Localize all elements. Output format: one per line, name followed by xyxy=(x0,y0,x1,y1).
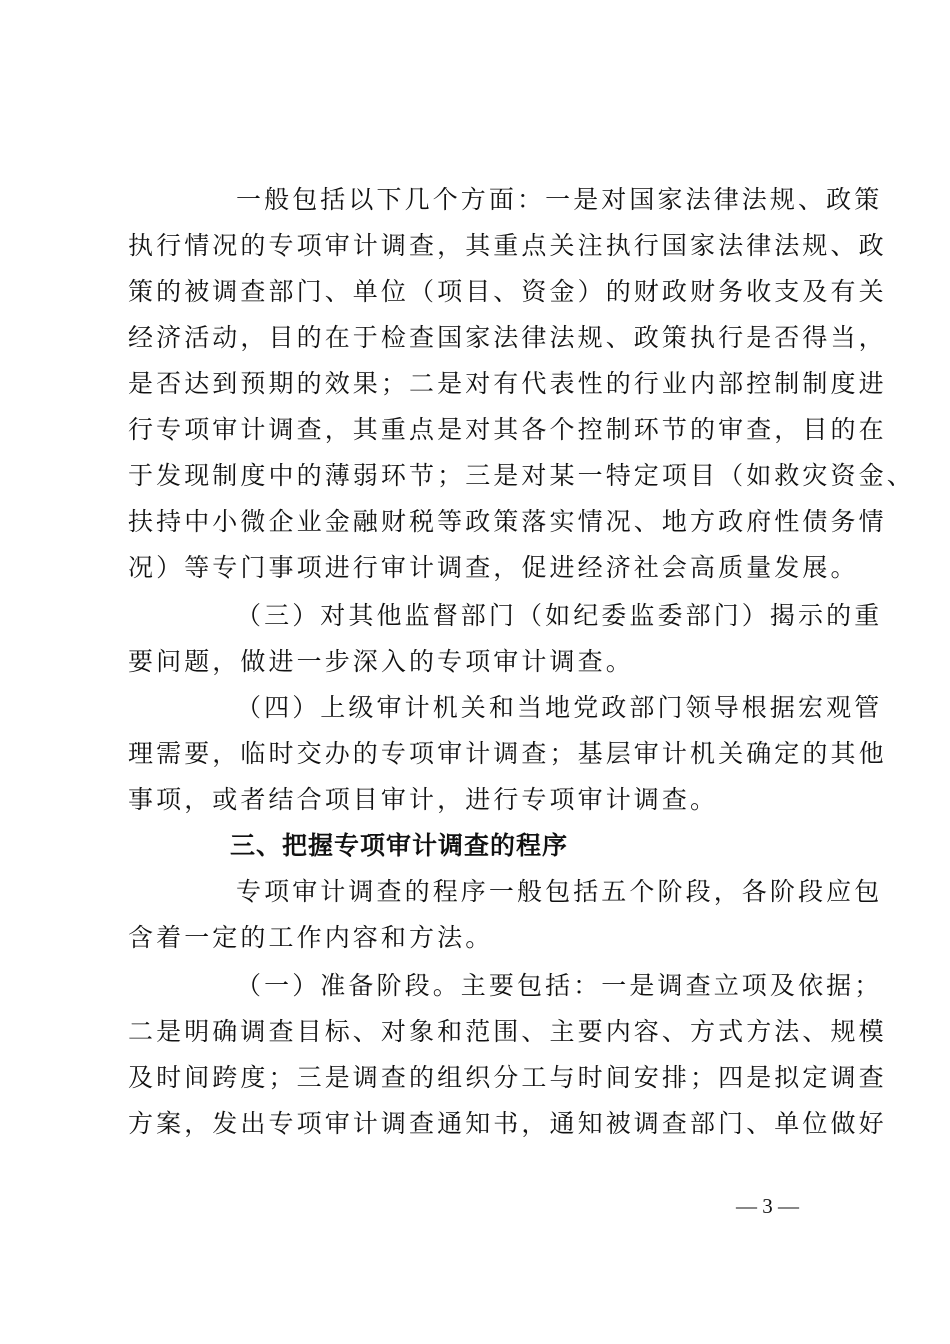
page-number: — 3 — xyxy=(736,1194,799,1218)
paragraph-line: 二是明确调查目标、对象和范围、主要内容、方式方法、规模 xyxy=(128,1017,887,1046)
paragraph-line: 事项，或者结合项目审计，进行专项审计调查。 xyxy=(128,785,719,814)
subsection-four-line: （四）上级审计机关和当地党政部门领导根据宏观管 xyxy=(236,693,883,722)
subsection-three-line: （三）对其他监督部门（如纪委监委部门）揭示的重 xyxy=(236,601,883,630)
section-heading: 三、把握专项审计调查的程序 xyxy=(230,831,569,860)
paragraph-line: 一般包括以下几个方面：一是对国家法律法规、政策 xyxy=(236,185,883,214)
paragraph-line: 方案，发出专项审计调查通知书，通知被调查部门、单位做好 xyxy=(128,1109,887,1138)
paragraph-line: 理需要，临时交办的专项审计调查；基层审计机关确定的其他 xyxy=(128,739,887,768)
paragraph-line: 是否达到预期的效果；二是对有代表性的行业内部控制制度进 xyxy=(128,369,887,398)
paragraph-line: 行专项审计调查，其重点是对其各个控制环节的审查，目的在 xyxy=(128,415,887,444)
paragraph-line: 含着一定的工作内容和方法。 xyxy=(128,923,494,952)
subsection-one-line: （一）准备阶段。主要包括：一是调查立项及依据； xyxy=(236,971,883,1000)
paragraph-line: 于发现制度中的薄弱环节；三是对某一特定项目（如救灾资金、 xyxy=(128,461,915,490)
paragraph-line: 及时间跨度；三是调查的组织分工与时间安排；四是拟定调查 xyxy=(128,1063,887,1092)
paragraph-line: 要问题，做进一步深入的专项审计调查。 xyxy=(128,647,634,676)
paragraph-line: 专项审计调查的程序一般包括五个阶段，各阶段应包 xyxy=(236,877,883,906)
paragraph-line: 扶持中小微企业金融财税等政策落实情况、地方政府性债务情 xyxy=(128,507,887,536)
paragraph-line: 策的被调查部门、单位（项目、资金）的财政财务收支及有关 xyxy=(128,277,887,306)
paragraph-line: 况）等专门事项进行审计调查，促进经济社会高质量发展。 xyxy=(128,553,859,582)
paragraph-line: 执行情况的专项审计调查，其重点关注执行国家法律法规、政 xyxy=(128,231,887,260)
paragraph-line: 经济活动，目的在于检查国家法律法规、政策执行是否得当， xyxy=(128,323,887,352)
